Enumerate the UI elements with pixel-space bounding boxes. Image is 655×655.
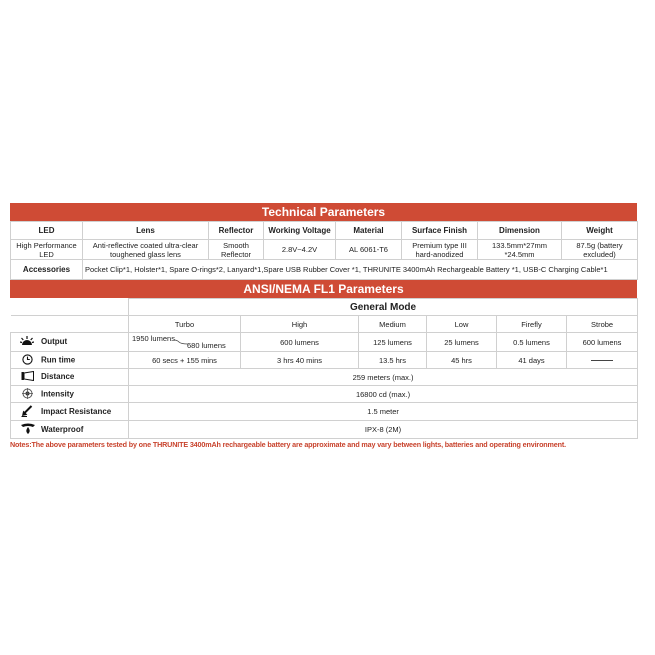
accessories-row	[11, 260, 638, 280]
beam-distance-icon	[20, 371, 34, 383]
material-value: AL 6061-T6	[336, 240, 402, 260]
surface-value: Premium type III hard-anodized	[402, 240, 478, 260]
sun-icon	[20, 336, 34, 348]
output-low: 25 lumens	[427, 333, 497, 352]
voltage-value: 2.8V~4.2V	[264, 240, 336, 260]
distance-value: 259 meters (max.)	[129, 369, 638, 386]
runtime-strobe	[567, 352, 638, 369]
waterproof-icon	[20, 423, 34, 437]
output-label: Output	[41, 337, 68, 347]
target-icon	[20, 388, 34, 401]
header-voltage: Working Voltage	[264, 222, 336, 240]
runtime-high: 3 hrs 40 mins	[241, 352, 359, 369]
distance-label: Distance	[41, 372, 75, 382]
dimension-value: 133.5mm*27mm *24.5mm	[478, 240, 562, 260]
mode-high: High	[241, 316, 359, 333]
header-material: Material	[336, 222, 402, 240]
header-weight: Weight	[562, 222, 638, 240]
waterproof-label: Waterproof	[41, 424, 84, 434]
output-turbo-sustained: 680 lumens	[187, 341, 226, 350]
output-row	[11, 333, 638, 352]
output-high: 600 lumens	[241, 333, 359, 352]
waterproof-row	[11, 421, 638, 439]
mode-low: Low	[427, 316, 497, 333]
waterproof-value: IPX-8 (2M)	[129, 421, 638, 439]
tech-header-row	[11, 222, 638, 240]
weight-value: 87.5g (battery excluded)	[562, 240, 638, 260]
mode-turbo: Turbo	[129, 316, 241, 333]
mode-firefly: Firefly	[497, 316, 567, 333]
ansi-parameters-table	[10, 298, 638, 439]
output-firefly: 0.5 lumens	[497, 333, 567, 352]
mode-strobe: Strobe	[567, 316, 638, 333]
header-reflector: Reflector	[209, 222, 264, 240]
clock-icon	[20, 354, 34, 367]
distance-row	[11, 369, 638, 386]
mode-medium: Medium	[359, 316, 427, 333]
general-mode-label: General Mode	[129, 299, 638, 316]
accessories-value: Pocket Clip*1, Holster*1, Spare O-rings*2, Lanyard*1,Spare USB Rubber Cover *1, THRUNITE 3400mAh Rechargeable Battery *1, USB-C Charging Cable*1	[83, 260, 638, 280]
output-medium: 125 lumens	[359, 333, 427, 352]
header-led: LED	[11, 222, 83, 240]
lens-value: Anti-reflective coated ultra-clear toughened glass lens	[83, 240, 209, 260]
tech-values-row	[11, 240, 638, 260]
impact-row	[11, 403, 638, 421]
output-turbo	[129, 333, 241, 352]
ansi-parameters-title: ANSI/NEMA FL1 Parameters	[10, 280, 637, 298]
impact-arrow-icon	[20, 405, 34, 419]
output-strobe: 600 lumens	[567, 333, 638, 352]
reflector-value: Smooth Reflector	[209, 240, 264, 260]
general-mode-row	[11, 299, 638, 316]
runtime-label: Run time	[41, 355, 76, 365]
spec-sheet	[10, 203, 637, 439]
runtime-medium: 13.5 hrs	[359, 352, 427, 369]
step-down-connector	[174, 339, 188, 345]
impact-label: Impact Resistance	[41, 406, 112, 416]
not-applicable-dash	[591, 360, 613, 361]
output-turbo-initial: 1950 lumens	[132, 334, 175, 343]
notes-text: Notes:The above parameters tested by one THRUNITE 3400mAh rechargeable battery are approximate and may vary between lights, batteries and operating environment.	[10, 440, 566, 449]
technical-parameters-table	[10, 221, 638, 280]
led-value: High Performance LED	[11, 240, 83, 260]
intensity-row	[11, 386, 638, 403]
mode-header-row	[11, 316, 638, 333]
runtime-row	[11, 352, 638, 369]
runtime-turbo: 60 secs + 155 mins	[129, 352, 241, 369]
header-lens: Lens	[83, 222, 209, 240]
accessories-label: Accessories	[11, 260, 83, 280]
technical-parameters-title: Technical Parameters	[10, 203, 637, 221]
header-dimension: Dimension	[478, 222, 562, 240]
header-surface: Surface Finish	[402, 222, 478, 240]
intensity-value: 16800 cd (max.)	[129, 386, 638, 403]
intensity-label: Intensity	[41, 389, 74, 399]
impact-value: 1.5 meter	[129, 403, 638, 421]
runtime-low: 45 hrs	[427, 352, 497, 369]
runtime-firefly: 41 days	[497, 352, 567, 369]
